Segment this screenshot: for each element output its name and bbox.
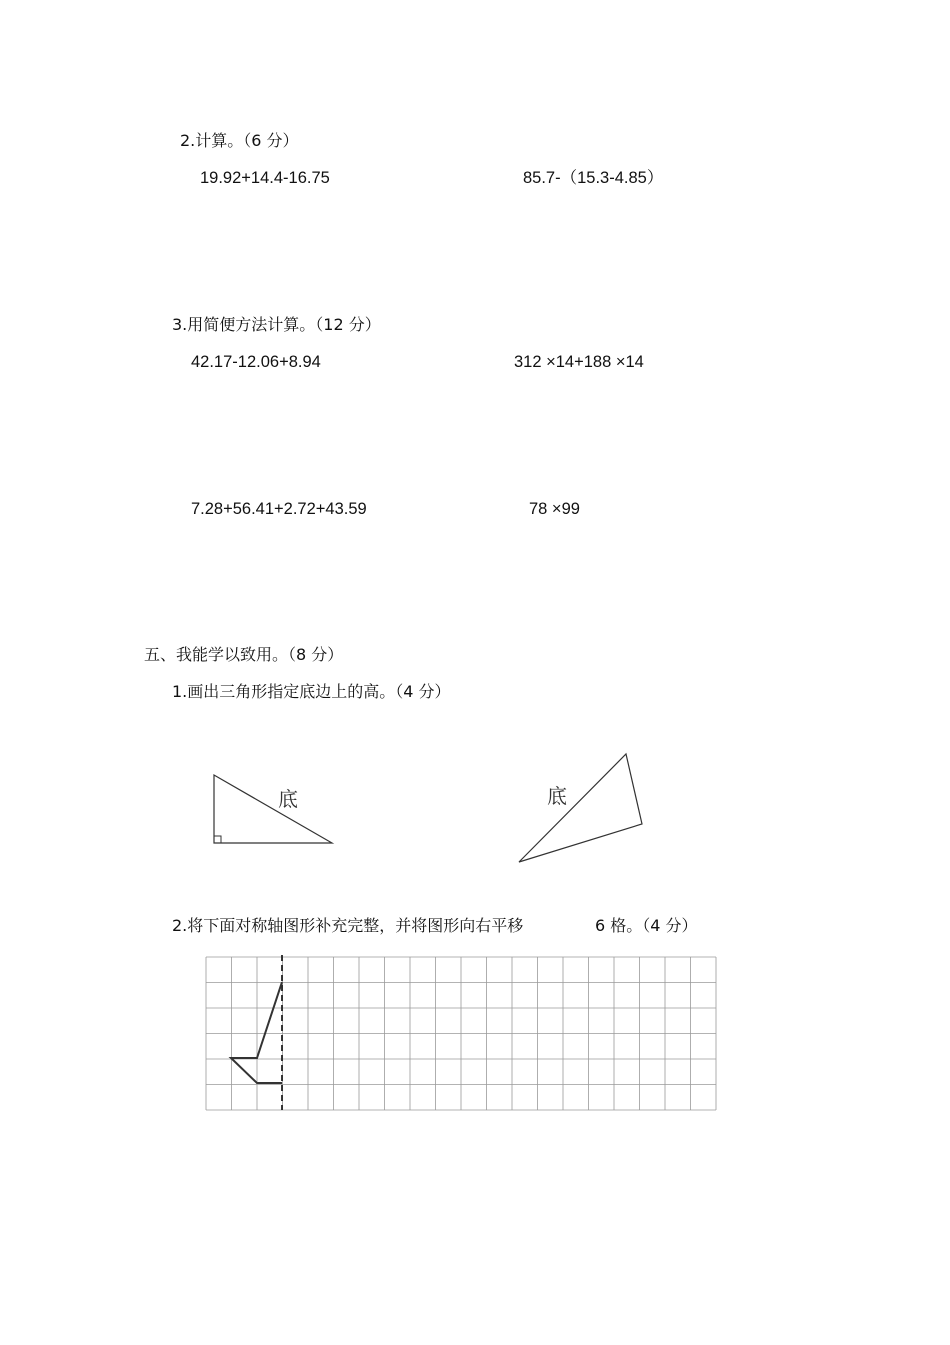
q3-expr-1: 42.17-12.06+8.94 xyxy=(191,353,321,371)
q2-expr-2: 85.7-（15.3-4.85） xyxy=(523,169,664,187)
right-base-label: 底 xyxy=(547,784,567,808)
section-5-title: 五、我能学以致用。（8 分） xyxy=(144,645,344,664)
left-base-label: 底 xyxy=(278,787,298,811)
q3-expr-2: 312 ×14+188 ×14 xyxy=(514,353,644,371)
s5-q2-title: 2.将下面对称轴图形补充完整，并将图形向右平移 xyxy=(172,916,524,935)
q2-expr-1: 19.92+14.4-16.75 xyxy=(200,169,330,187)
q3-expr-3: 7.28+56.41+2.72+43.59 xyxy=(191,500,367,518)
q3-expr-4: 78 ×99 xyxy=(529,500,580,518)
q3-title: 3.用简便方法计算。（12 分） xyxy=(172,315,381,334)
s5-q1-title: 1.画出三角形指定底边上的高。（4 分） xyxy=(172,682,451,701)
s5-q2-count: 6 格。（4 分） xyxy=(595,916,698,935)
half-shape xyxy=(231,982,282,1083)
q2-title: 2.计算。（6 分） xyxy=(180,131,299,150)
